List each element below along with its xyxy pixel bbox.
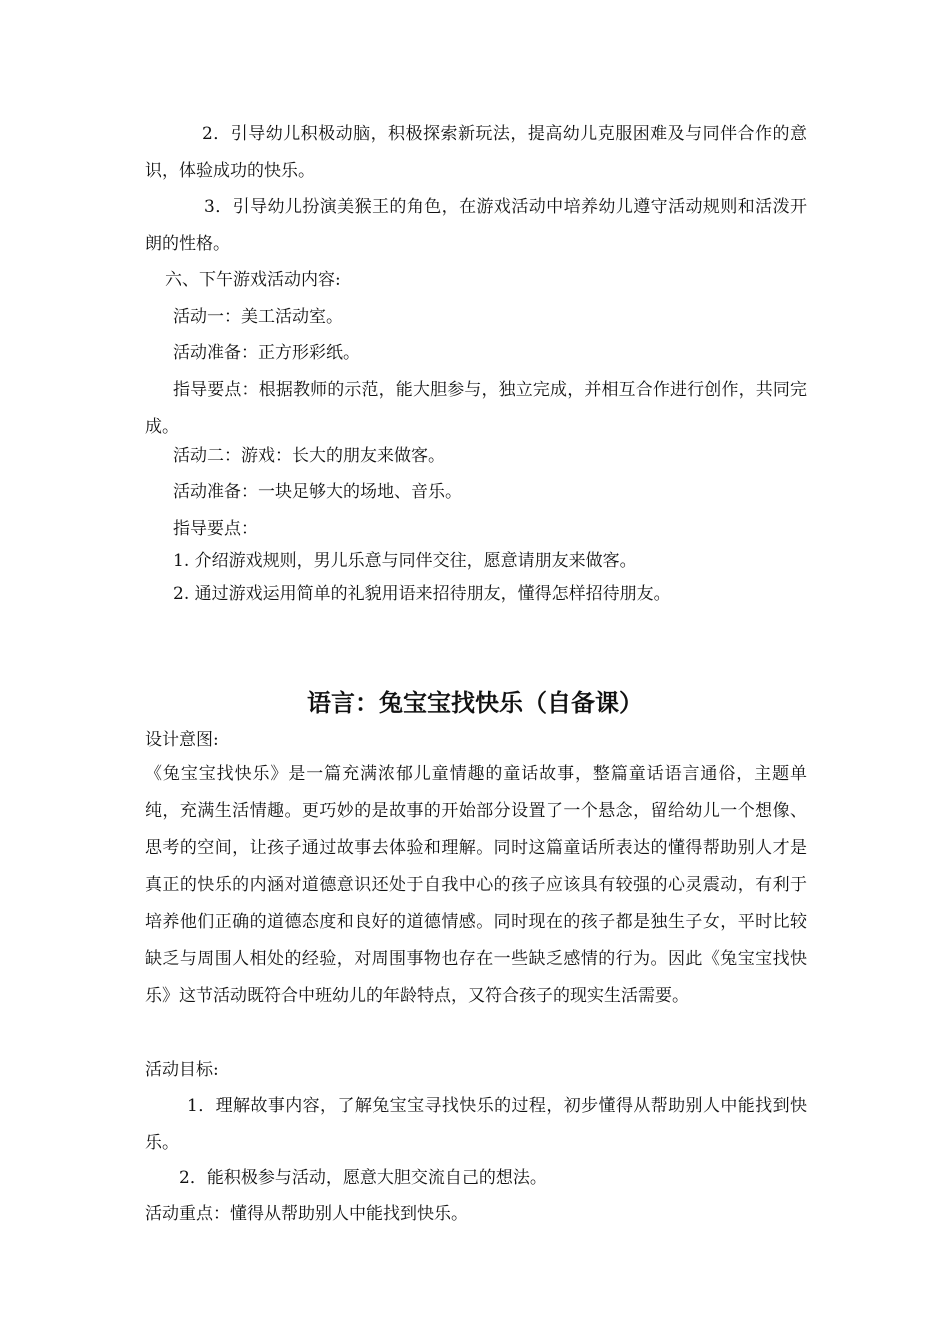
lesson-title: 语言：兔宝宝找快乐（自备课） <box>307 689 643 717</box>
goal-2-paragraph: 2．引导幼儿积极动脑，积极探索新玩法，提高幼儿克服困难及与同伴合作的意识，体验成功的快乐。 <box>145 124 807 181</box>
activity-1-name: 活动一：美工活动室。 <box>173 307 343 327</box>
activity-2-preparation: 活动准备：一块足够大的场地、音乐。 <box>173 482 462 502</box>
activity-2-guidance-label: 指导要点： <box>173 519 258 539</box>
activity-1-preparation: 活动准备：正方形彩纸。 <box>173 343 360 363</box>
lesson-goal-1: 1．理解故事内容，了解兔宝宝寻找快乐的过程，初步懂得从帮助别人中能找到快乐。 <box>145 1096 807 1153</box>
design-intent-text: 《兔宝宝找快乐》是一篇充满浓郁儿童情趣的童话故事，整篇童话语言通俗，主题单纯，充满生活情趣。更巧妙的是故事的开始部分设置了一个悬念，留给幼儿一个想像、思考的空间，让孩子通过故事去体验和理解。同时这篇童话所表达的懂得帮助别人才是真正的快乐的内涵对道德意识还处于自我中心的孩子应该具有较强的心灵震动，有利于培养他们正确的道德态度和良好的道德情感。同时现在的孩子都是独生子女，平时比较缺乏与周围人相处的经验，对周围事物也存在一些缺乏感情的行为。因此《兔宝宝找快乐》这节活动既符合中班幼儿的年龄特点，又符合孩子的现实生活需要。 <box>145 764 807 1006</box>
activity-key-point: 活动重点：懂得从帮助别人中能找到快乐。 <box>145 1204 468 1224</box>
afternoon-activities-heading: 六、下午游戏活动内容: <box>165 270 341 290</box>
activity-1-guidance: 指导要点：根据教师的示范，能大胆参与，独立完成，并相互合作进行创作，共同完成。 <box>145 380 807 437</box>
activity-2-name: 活动二：游戏：长大的朋友来做客。 <box>173 446 445 466</box>
activity-goals-label: 活动目标: <box>145 1060 219 1080</box>
lesson-goal-2: 2．能积极参与活动，愿意大胆交流自己的想法。 <box>179 1168 547 1188</box>
design-intent-label: 设计意图: <box>145 730 219 750</box>
activity-2-point-2: 2. 通过游戏运用简单的礼貌用语来招待朋友，懂得怎样招待朋友。 <box>173 584 671 604</box>
goal-3-paragraph: 3．引导幼儿扮演美猴王的角色，在游戏活动中培养幼儿遵守活动规则和活泼开朗的性格。 <box>145 197 807 254</box>
activity-2-point-1: 1. 介绍游戏规则，男儿乐意与同伴交往，愿意请朋友来做客。 <box>173 551 637 571</box>
